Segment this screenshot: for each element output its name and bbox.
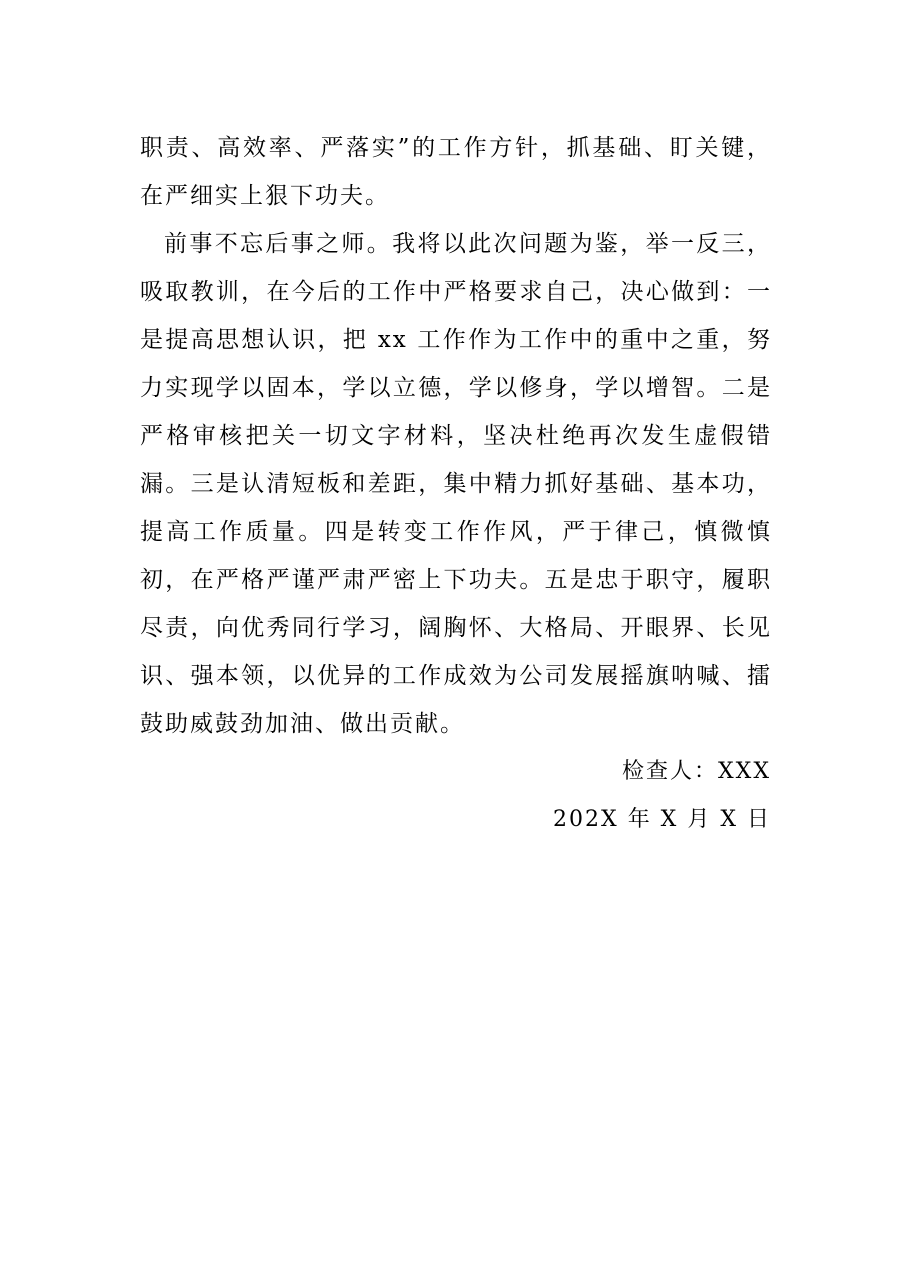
paragraph-improvement-commitments: 前事不忘后事之师。我将以此次问题为鉴，举一反三，吸取教训，在今后的工作中严格要求自己，决心做到：一是提高思想认识，把 xx 工作作为工作中的重中之重，努力实现学以固本，学以立德，学以修身，学以增智。二是严格审核把关一切文字材料，坚决杜绝再次发生虚假错漏。三是认清短板和差距，集中精力抓好基础、基本功，提高工作质量。四是转变工作作风，严于律己，慎微慎初，在严格严谨严肃严密上下功夫。五是忠于职守，履职尽责，向优秀同行学习，阔胸怀、大格局、开眼界、长见识、强本领，以优异的工作成效为公司发展摇旗呐喊、擂鼓助威鼓劲加油、做出贡献。 bbox=[140, 231, 772, 737]
signature-date: 202X 年 X 月 X 日 bbox=[553, 807, 771, 832]
signature-block bbox=[553, 748, 771, 844]
paragraph-continued-work-policy: 职责、高效率、严落实”的工作方针，抓基础、盯关键，在严细实上狠下功夫。 bbox=[140, 135, 772, 209]
document-body bbox=[140, 124, 772, 748]
inspector-signature: 检查人：XXX bbox=[622, 759, 771, 784]
